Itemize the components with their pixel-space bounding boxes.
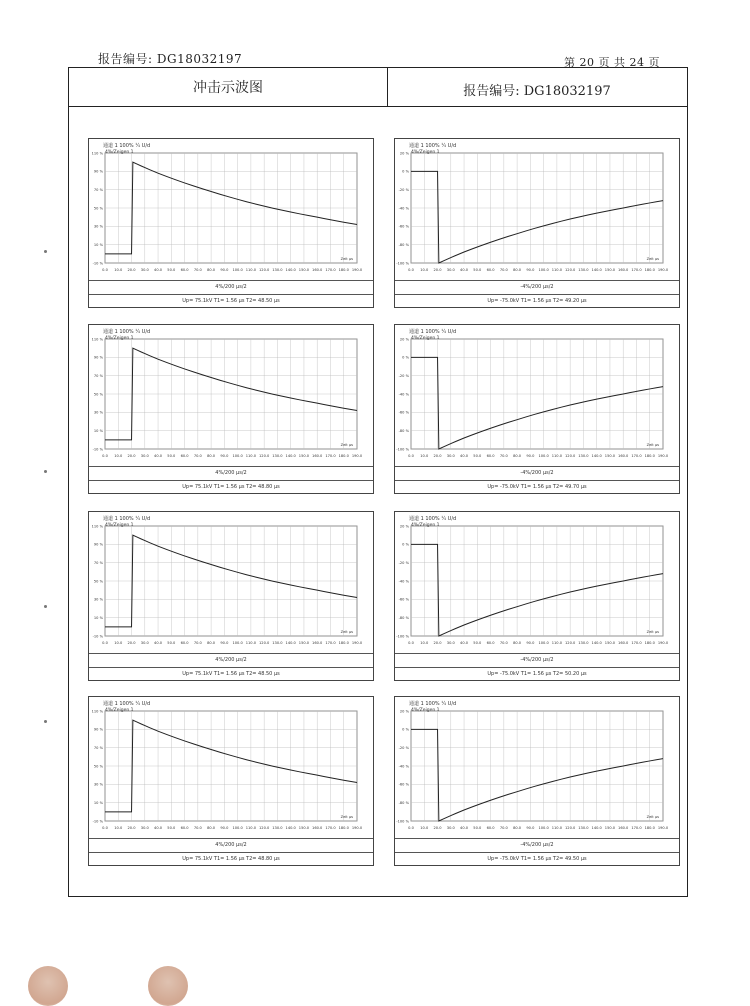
y-tick-label: 30 %: [93, 782, 103, 787]
x-unit-label: Zeit µs: [340, 443, 353, 447]
x-tick-label: 60.0: [180, 454, 189, 458]
x-tick-label: 30.0: [140, 268, 149, 272]
x-tick-label: 190.0: [351, 641, 363, 645]
y-tick-label: 20 %: [399, 709, 409, 714]
y-tick-label: 20 %: [399, 524, 409, 529]
y-tick-label: 90 %: [93, 542, 103, 547]
panel-sub-label: 4%/Zeigen 1: [411, 523, 440, 528]
x-tick-label: 170.0: [631, 826, 642, 830]
x-tick-label: 90.0: [526, 641, 535, 645]
measurement-caption: Up= -75.0kV T1= 1.56 µs T2= 50.20 µs: [395, 667, 679, 680]
x-unit-label: Zeit µs: [646, 630, 659, 634]
x-tick-label: 140.0: [285, 641, 296, 645]
x-tick-label: 80.0: [513, 454, 522, 458]
oscillogram-chart: [89, 325, 375, 465]
x-tick-label: 50.0: [473, 268, 482, 272]
y-tick-label: 0 %: [402, 355, 409, 360]
oscillogram-panel: [394, 511, 680, 681]
oscillogram-panel: [88, 324, 374, 494]
channel-label: 通道 1 100% ¼ U/d: [409, 329, 457, 335]
panel-sub-label: 4%/Zeigen 1: [411, 150, 440, 155]
x-tick-label: 170.0: [325, 826, 336, 830]
x-tick-label: 130.0: [272, 454, 283, 458]
scale-caption: 4%/200 µs/2: [89, 280, 373, 293]
x-tick-label: 150.0: [604, 826, 616, 830]
y-tick-label: 90 %: [93, 169, 103, 174]
x-tick-label: 170.0: [631, 454, 642, 458]
y-tick-label: 10 %: [93, 428, 103, 433]
x-tick-label: 50.0: [473, 454, 482, 458]
y-tick-label: -40 %: [398, 764, 409, 769]
oscillogram-panel: [88, 511, 374, 681]
margin-mark: [44, 470, 47, 473]
x-tick-label: 70.0: [499, 641, 508, 645]
channel-label: 通道 1 100% ¼ U/d: [409, 701, 457, 707]
x-tick-label: 150.0: [298, 454, 310, 458]
x-tick-label: 130.0: [578, 268, 589, 272]
y-tick-label: -60 %: [398, 597, 409, 602]
y-tick-label: -40 %: [398, 392, 409, 397]
x-tick-label: 130.0: [578, 454, 589, 458]
y-tick-label: -10 %: [92, 261, 103, 266]
frame-title: 冲击示波图: [193, 80, 263, 96]
x-tick-label: 50.0: [473, 826, 482, 830]
x-tick-label: 0.0: [408, 268, 414, 272]
x-tick-label: 120.0: [259, 454, 270, 458]
panel-sub-label: 4%/Zeigen 1: [411, 708, 440, 713]
x-tick-label: 40.0: [154, 641, 163, 645]
y-tick-label: -100 %: [396, 634, 409, 639]
x-tick-label: 0.0: [102, 641, 108, 645]
x-tick-label: 100.0: [538, 641, 549, 645]
x-tick-label: 0.0: [408, 641, 414, 645]
scale-caption: -4%/200 µs/2: [395, 466, 679, 479]
x-tick-label: 190.0: [657, 268, 669, 272]
y-tick-label: -80 %: [398, 242, 409, 247]
y-tick-label: 70 %: [93, 745, 103, 750]
scale-caption: 4%/200 µs/2: [89, 838, 373, 851]
x-tick-label: 0.0: [102, 268, 108, 272]
oscillogram-chart: [89, 512, 375, 652]
x-tick-label: 140.0: [285, 826, 296, 830]
x-tick-label: 130.0: [272, 268, 283, 272]
margin-mark: [44, 250, 47, 253]
x-tick-label: 110.0: [551, 641, 563, 645]
y-tick-label: -40 %: [398, 206, 409, 211]
x-tick-label: 30.0: [446, 641, 455, 645]
x-tick-label: 110.0: [551, 826, 563, 830]
y-tick-label: 10 %: [93, 242, 103, 247]
x-unit-label: Zeit µs: [646, 815, 659, 819]
oscillogram-panel: [394, 138, 680, 308]
x-tick-label: 50.0: [167, 826, 176, 830]
channel-label: 通道 1 100% ¼ U/d: [103, 143, 151, 149]
oscillogram-panel: [88, 138, 374, 308]
x-tick-label: 110.0: [245, 268, 257, 272]
x-tick-label: 10.0: [420, 826, 429, 830]
y-tick-label: 10 %: [93, 800, 103, 805]
x-tick-label: 170.0: [631, 641, 642, 645]
x-tick-label: 160.0: [312, 826, 323, 830]
frame-header: [69, 68, 687, 107]
y-tick-label: -10 %: [92, 447, 103, 452]
x-tick-label: 100.0: [232, 268, 243, 272]
y-tick-label: 0 %: [402, 169, 409, 174]
x-tick-label: 160.0: [618, 826, 629, 830]
x-tick-label: 70.0: [193, 454, 202, 458]
y-tick-label: 110 %: [91, 524, 103, 529]
x-tick-label: 60.0: [180, 641, 189, 645]
x-tick-label: 20.0: [127, 268, 136, 272]
y-tick-label: 50 %: [93, 579, 103, 584]
x-tick-label: 40.0: [154, 826, 163, 830]
x-tick-label: 100.0: [538, 454, 549, 458]
x-tick-label: 180.0: [644, 826, 655, 830]
x-tick-label: 20.0: [433, 641, 442, 645]
x-tick-label: 40.0: [460, 454, 469, 458]
x-tick-label: 0.0: [102, 826, 108, 830]
x-tick-label: 100.0: [538, 268, 549, 272]
x-tick-label: 60.0: [180, 268, 189, 272]
measurement-caption: Up= 75.1kV T1= 1.56 µs T2= 48.80 µs: [89, 480, 373, 493]
channel-label: 通道 1 100% ¼ U/d: [409, 143, 457, 149]
x-tick-label: 30.0: [140, 826, 149, 830]
y-tick-label: -100 %: [396, 447, 409, 452]
y-tick-label: 50 %: [93, 764, 103, 769]
x-tick-label: 120.0: [565, 826, 576, 830]
oscillogram-panel: [394, 696, 680, 866]
oscillogram-chart: [395, 512, 681, 652]
x-tick-label: 120.0: [565, 268, 576, 272]
x-unit-label: Zeit µs: [340, 257, 353, 261]
y-tick-label: -80 %: [398, 800, 409, 805]
x-tick-label: 120.0: [259, 641, 270, 645]
x-tick-label: 30.0: [446, 268, 455, 272]
x-tick-label: 190.0: [351, 268, 363, 272]
x-tick-label: 70.0: [193, 641, 202, 645]
x-tick-label: 130.0: [272, 641, 283, 645]
x-tick-label: 30.0: [446, 826, 455, 830]
page-number: 第 20 页 共 24 页: [564, 56, 660, 69]
x-tick-label: 80.0: [513, 268, 522, 272]
y-tick-label: -10 %: [92, 819, 103, 824]
y-tick-label: 90 %: [93, 727, 103, 732]
x-tick-label: 120.0: [259, 826, 270, 830]
x-tick-label: 90.0: [220, 268, 229, 272]
measurement-caption: Up= 75.1kV T1= 1.56 µs T2= 48.50 µs: [89, 667, 373, 680]
y-tick-label: -60 %: [398, 782, 409, 787]
channel-label: 通道 1 100% ¼ U/d: [103, 329, 151, 335]
x-tick-label: 160.0: [618, 641, 629, 645]
x-tick-label: 60.0: [486, 268, 495, 272]
panel-sub-label: 4%/Zeigen 1: [105, 708, 134, 713]
y-tick-label: -20 %: [398, 745, 409, 750]
scale-caption: 4%/200 µs/2: [89, 653, 373, 666]
panel-sub-label: 4%/Zeigen 1: [105, 150, 134, 155]
y-tick-label: 110 %: [91, 709, 103, 714]
y-tick-label: 70 %: [93, 373, 103, 378]
y-tick-label: 70 %: [93, 187, 103, 192]
scale-caption: -4%/200 µs/2: [395, 653, 679, 666]
x-tick-label: 100.0: [232, 826, 243, 830]
measurement-caption: Up= -75.0kV T1= 1.56 µs T2= 49.50 µs: [395, 852, 679, 865]
measurement-caption: Up= 75.1kV T1= 1.56 µs T2= 48.50 µs: [89, 294, 373, 307]
x-tick-label: 160.0: [312, 641, 323, 645]
x-tick-label: 110.0: [245, 641, 257, 645]
x-tick-label: 10.0: [114, 826, 123, 830]
x-tick-label: 150.0: [604, 268, 616, 272]
x-tick-label: 190.0: [657, 826, 669, 830]
scale-caption: -4%/200 µs/2: [395, 280, 679, 293]
x-tick-label: 50.0: [473, 641, 482, 645]
x-tick-label: 60.0: [486, 641, 495, 645]
y-tick-label: 50 %: [93, 206, 103, 211]
report-number-header: 报告编号: DG18032197: [98, 52, 243, 66]
x-tick-label: 70.0: [499, 826, 508, 830]
x-tick-label: 170.0: [631, 268, 642, 272]
scale-caption: -4%/200 µs/2: [395, 838, 679, 851]
x-tick-label: 100.0: [232, 454, 243, 458]
x-tick-label: 180.0: [644, 641, 655, 645]
x-tick-label: 60.0: [180, 826, 189, 830]
x-tick-label: 170.0: [325, 641, 336, 645]
impulse-waveform: [411, 544, 663, 636]
channel-label: 通道 1 100% ¼ U/d: [103, 516, 151, 522]
x-tick-label: 90.0: [526, 268, 535, 272]
x-tick-label: 130.0: [272, 826, 283, 830]
x-tick-label: 80.0: [513, 641, 522, 645]
measurement-caption: Up= -75.0kV T1= 1.56 µs T2= 49.70 µs: [395, 480, 679, 493]
y-tick-label: 110 %: [91, 337, 103, 342]
x-unit-label: Zeit µs: [646, 257, 659, 261]
x-tick-label: 20.0: [127, 641, 136, 645]
x-tick-label: 50.0: [167, 641, 176, 645]
x-unit-label: Zeit µs: [340, 630, 353, 634]
y-tick-label: 50 %: [93, 392, 103, 397]
x-tick-label: 40.0: [460, 826, 469, 830]
y-tick-label: -80 %: [398, 615, 409, 620]
y-tick-label: -20 %: [398, 560, 409, 565]
x-tick-label: 150.0: [298, 641, 310, 645]
oscillogram-chart: [395, 139, 681, 279]
x-tick-label: 10.0: [114, 268, 123, 272]
x-tick-label: 150.0: [298, 826, 310, 830]
x-tick-label: 30.0: [140, 454, 149, 458]
x-tick-label: 140.0: [591, 454, 602, 458]
x-tick-label: 150.0: [604, 641, 616, 645]
x-tick-label: 160.0: [312, 268, 323, 272]
y-tick-label: 0 %: [402, 542, 409, 547]
impulse-waveform: [411, 357, 663, 449]
frame-report-number: 报告编号: DG18032197: [463, 84, 611, 99]
margin-mark: [44, 720, 47, 723]
y-tick-label: -100 %: [396, 261, 409, 266]
x-tick-label: 90.0: [220, 826, 229, 830]
y-tick-label: -10 %: [92, 634, 103, 639]
x-tick-label: 10.0: [420, 454, 429, 458]
x-tick-label: 160.0: [312, 454, 323, 458]
x-tick-label: 160.0: [618, 268, 629, 272]
seal-stamp: [148, 966, 188, 1006]
x-tick-label: 180.0: [338, 454, 349, 458]
x-tick-label: 110.0: [551, 268, 563, 272]
x-tick-label: 120.0: [259, 268, 270, 272]
x-tick-label: 0.0: [408, 454, 414, 458]
x-tick-label: 140.0: [285, 454, 296, 458]
x-tick-label: 10.0: [114, 641, 123, 645]
x-tick-label: 170.0: [325, 454, 336, 458]
x-tick-label: 50.0: [167, 268, 176, 272]
impulse-waveform: [411, 171, 663, 263]
y-tick-label: -20 %: [398, 373, 409, 378]
x-tick-label: 80.0: [207, 641, 216, 645]
x-tick-label: 190.0: [657, 454, 669, 458]
measurement-caption: Up= 75.1kV T1= 1.56 µs T2= 48.80 µs: [89, 852, 373, 865]
y-tick-label: -60 %: [398, 410, 409, 415]
x-tick-label: 80.0: [513, 826, 522, 830]
y-tick-label: 30 %: [93, 597, 103, 602]
y-tick-label: 90 %: [93, 355, 103, 360]
x-tick-label: 20.0: [127, 454, 136, 458]
x-tick-label: 180.0: [338, 826, 349, 830]
x-tick-label: 90.0: [220, 454, 229, 458]
oscillogram-chart: [89, 697, 375, 837]
x-tick-label: 10.0: [420, 641, 429, 645]
oscillogram-chart: [89, 139, 375, 279]
x-tick-label: 110.0: [245, 454, 257, 458]
x-tick-label: 60.0: [486, 454, 495, 458]
x-tick-label: 40.0: [460, 641, 469, 645]
x-tick-label: 20.0: [127, 826, 136, 830]
x-tick-label: 140.0: [591, 268, 602, 272]
margin-mark: [44, 605, 47, 608]
channel-label: 通道 1 100% ¼ U/d: [103, 701, 151, 707]
scale-caption: 4%/200 µs/2: [89, 466, 373, 479]
x-tick-label: 110.0: [551, 454, 563, 458]
x-tick-label: 100.0: [232, 641, 243, 645]
x-tick-label: 170.0: [325, 268, 336, 272]
x-tick-label: 70.0: [499, 454, 508, 458]
y-tick-label: 20 %: [399, 337, 409, 342]
x-tick-label: 90.0: [220, 641, 229, 645]
x-tick-label: 60.0: [486, 826, 495, 830]
x-tick-label: 0.0: [408, 826, 414, 830]
x-tick-label: 80.0: [207, 454, 216, 458]
x-tick-label: 80.0: [207, 268, 216, 272]
measurement-caption: Up= -75.0kV T1= 1.56 µs T2= 49.20 µs: [395, 294, 679, 307]
x-tick-label: 10.0: [420, 268, 429, 272]
y-tick-label: 30 %: [93, 224, 103, 229]
x-tick-label: 180.0: [644, 454, 655, 458]
impulse-waveform: [411, 729, 663, 821]
x-tick-label: 150.0: [604, 454, 616, 458]
y-tick-label: -60 %: [398, 224, 409, 229]
channel-label: 通道 1 100% ¼ U/d: [409, 516, 457, 522]
seal-stamp: [28, 966, 68, 1006]
x-tick-label: 70.0: [193, 268, 202, 272]
oscillogram-panel: [394, 324, 680, 494]
x-tick-label: 50.0: [167, 454, 176, 458]
x-tick-label: 180.0: [338, 268, 349, 272]
panel-sub-label: 4%/Zeigen 1: [105, 336, 134, 341]
x-tick-label: 20.0: [433, 826, 442, 830]
x-tick-label: 140.0: [591, 641, 602, 645]
x-tick-label: 180.0: [338, 641, 349, 645]
y-tick-label: 30 %: [93, 410, 103, 415]
oscillogram-panel: [88, 696, 374, 866]
x-tick-label: 190.0: [351, 826, 363, 830]
x-tick-label: 150.0: [298, 268, 310, 272]
x-tick-label: 120.0: [565, 454, 576, 458]
panel-sub-label: 4%/Zeigen 1: [105, 523, 134, 528]
y-tick-label: -80 %: [398, 428, 409, 433]
x-tick-label: 130.0: [578, 641, 589, 645]
x-tick-label: 10.0: [114, 454, 123, 458]
panel-sub-label: 4%/Zeigen 1: [411, 336, 440, 341]
x-tick-label: 40.0: [460, 268, 469, 272]
x-tick-label: 30.0: [446, 454, 455, 458]
y-tick-label: -100 %: [396, 819, 409, 824]
x-tick-label: 140.0: [285, 268, 296, 272]
y-tick-label: -40 %: [398, 579, 409, 584]
x-tick-label: 30.0: [140, 641, 149, 645]
y-tick-label: 20 %: [399, 151, 409, 156]
x-tick-label: 100.0: [538, 826, 549, 830]
x-tick-label: 70.0: [193, 826, 202, 830]
y-tick-label: 70 %: [93, 560, 103, 565]
x-tick-label: 40.0: [154, 454, 163, 458]
x-tick-label: 80.0: [207, 826, 216, 830]
y-tick-label: -20 %: [398, 187, 409, 192]
oscillogram-chart: [395, 697, 681, 837]
y-tick-label: 10 %: [93, 615, 103, 620]
x-tick-label: 90.0: [526, 826, 535, 830]
y-tick-label: 0 %: [402, 727, 409, 732]
x-tick-label: 160.0: [618, 454, 629, 458]
x-tick-label: 20.0: [433, 268, 442, 272]
x-tick-label: 0.0: [102, 454, 108, 458]
x-tick-label: 180.0: [644, 268, 655, 272]
x-unit-label: Zeit µs: [646, 443, 659, 447]
x-tick-label: 40.0: [154, 268, 163, 272]
x-tick-label: 190.0: [657, 641, 669, 645]
y-tick-label: 110 %: [91, 151, 103, 156]
x-tick-label: 70.0: [499, 268, 508, 272]
x-unit-label: Zeit µs: [340, 815, 353, 819]
x-tick-label: 190.0: [351, 454, 363, 458]
x-tick-label: 110.0: [245, 826, 257, 830]
oscillogram-chart: [395, 325, 681, 465]
x-tick-label: 130.0: [578, 826, 589, 830]
x-tick-label: 20.0: [433, 454, 442, 458]
x-tick-label: 90.0: [526, 454, 535, 458]
x-tick-label: 140.0: [591, 826, 602, 830]
x-tick-label: 120.0: [565, 641, 576, 645]
